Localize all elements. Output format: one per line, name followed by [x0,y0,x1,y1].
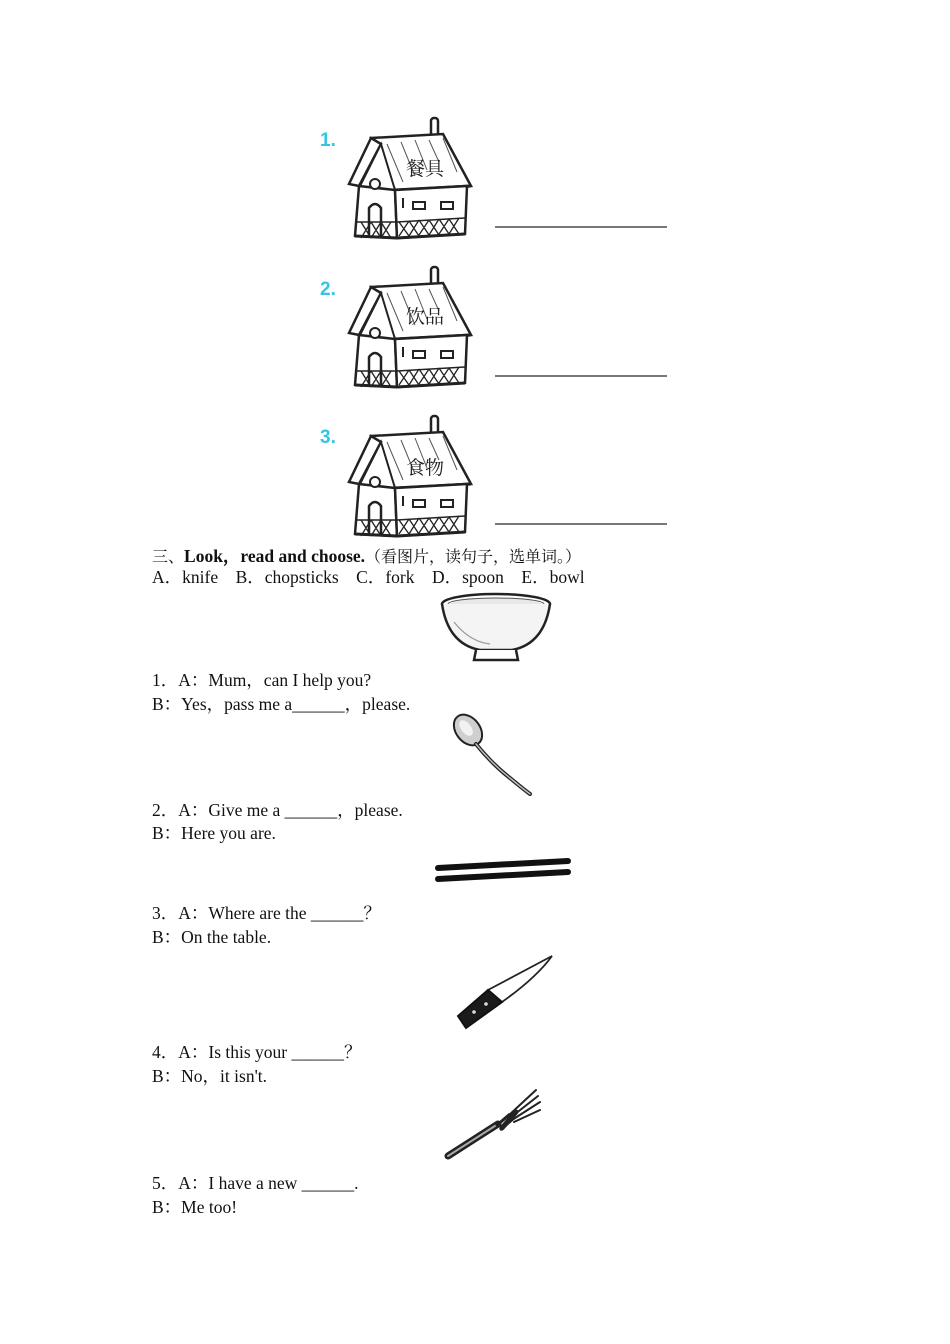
dialogue-4-a: 4．A：Is this your ______？ [152,1042,362,1062]
dialogue-4-b: B：No，it isn't. [152,1066,267,1086]
knife-picture [452,954,558,1034]
section-3-prefix: 三、 [152,547,185,566]
dialogue-5-b: B：Me too! [152,1197,238,1217]
section-3-heading [152,543,581,568]
dialogue-5-a: 5．A：I have a new ______. [152,1173,359,1193]
spoon-picture [452,714,538,800]
answer-line-3[interactable] [495,523,667,525]
bowl-picture [440,592,552,666]
house-label-2: 饮品 [406,306,445,328]
dialogue-3-b: B：On the table. [152,927,272,947]
word-options: A．knife B．chopsticks C．fork D．spoon E．bowl [152,567,585,587]
dialogue-2-b: B：Here you are. [152,823,276,843]
house-number-2: 2. [320,279,336,300]
chopsticks-picture [436,856,572,886]
fork-picture [440,1088,544,1164]
house-number-3: 3. [320,427,336,448]
answer-line-2[interactable] [495,375,667,377]
dialogue-1-a: 1．A：Mum，can I help you? [152,670,372,690]
house-label-3: 食物 [406,457,445,479]
house-number-1: 1. [320,130,336,151]
house-label-1: 餐具 [406,158,445,180]
dialogue-1-b: B：Yes，pass me a______，please. [152,694,411,714]
answer-line-1[interactable] [495,226,667,228]
section-3-instruction: （看图片，读句子，选单词。） [365,547,582,566]
dialogue-2-a: 2．A：Give me a ______，please. [152,800,403,820]
section-3-title: Look，read and choose. [184,546,366,566]
dialogue-3-a: 3．A：Where are the ______？ [152,903,381,923]
